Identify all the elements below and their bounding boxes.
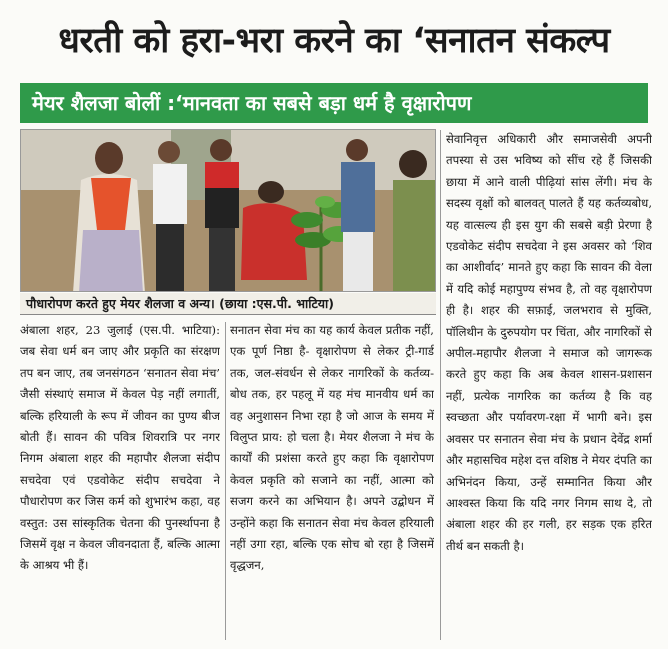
- article-column-3: सेवानिवृत्त अधिकारी और समाजसेवी अपनी तपस्या से उस भविष्य को सींच रहे हैं जिसकी छाया में आने वाली पीढ़ियां सांस लेंगी। मंच के सदस्य वृक्षों को बालवत् पालते हैं यह कर्तव्यबोध, यह वात्सल्य ही इस युग की सबसे बड़ी प्रेरणा है एडवोकेट संदीप सचदेवा ने इस अवसर को ‘शिव का आशीर्वाद’ मानते हुए कहा कि सावन की वेला में यदि कोई महापुण्य संभव है, तो वह वृक्षारोपण ही है। शहर की सफ़ाई, जलभराव से मुक्ति, पॉलिथीन के दुरुपयोग पर चिंता, और नागरिकों से अपील-महापौर शैलजा ने समाज को जागरूक करते हुए कहा कि अब केवल शासन-प्रशासन नहीं, प्रत्येक नागरिक का कर्तव्य है कि वह स्वच्छता और पर्यावरण-रक्षा में भागी बने। इस अवसर पर सनातन सेवा मंच के प्रधान देवेंद्र शर्मा और महासचिव महेश दत्त वशिष्ठ ने मेयर दंपति का अभिनंदन किया, उन्हें सम्मानित किया और आश्वस्त किया कि यदि नगर निगम साथ दे, तो अंबाला शहर की हर गली, हर सड़क एक हरित तीर्थ बन सकती है।: [446, 132, 652, 553]
- headline: धरती को हरा-भरा करने का ‘सनातन संकल्प: [58, 21, 610, 61]
- column-divider: [225, 322, 226, 640]
- photo-caption: पौधारोपण करते हुए मेयर शैलजा व अन्य। (छाया :एस.पी. भाटिया): [20, 293, 436, 315]
- plantation-photo-illustration: [21, 130, 436, 292]
- article-column-1: अंबाला शहर, 23 जुलाई (एस.पी. भाटिया): जब सेवा धर्म बन जाए और प्रकृति का संरक्षण तप बन जाए, तब जनसंगठन ‘सनातन सेवा मंच’ जैसी संस्थाएं समाज में केवल पेड़ नहीं लगातीं, बल्कि हरियाली के रूप में जीवन का पुण्य बीज बोती हैं। सावन की पवित्र शिवरात्रि पर नगर निगम अंबाला शहर की महापौर शैलजा संदीप सचदेवा एवं एडवोकेट संदीप सचदेवा ने पौधारोपण कर जिस कर्म को शुभारंभ कहा, वह वस्तुत: उस सांस्कृतिक चेतना की पुनर्स्थापना है जिसमें वृक्ष न केवल जीवनदाता हैं, बल्कि आत्मा के आश्रय भी हैं।: [20, 323, 220, 573]
- article-column-2: सनातन सेवा मंच का यह कार्य केवल प्रतीक नहीं, एक पूर्ण निष्ठा है- वृक्षारोपण से लेकर ट्री-गार्ड तक, जल-संवर्धन से लेकर नागरिकों के कर्तव्य-बोध तक, हर पहलू में यह मंच मानवीय धर्म का वह अनुशासन निभा रहा है जो आज के समय में विलुप्त प्राय: हो चला है। मेयर शैलजा ने मंच के कार्यों की प्रशंसा करते हुए कहा कि वृक्षारोपण केवल प्रकृति को सजाने का नहीं, आत्मा को सजग करने का अभियान है। अपने उद्बोधन में उन्होंने कहा कि सनातन सेवा मंच केवल हरियाली नहीं उगा रहा, बल्कि एक सोच बो रहा है जिसमें वृद्धजन,: [230, 323, 434, 573]
- plantation-photo: [20, 129, 436, 292]
- subheadline-band: मेयर शैलजा बोलीं :‘मानवता का सबसे बड़ा धर्म है वृक्षारोपण: [20, 83, 648, 123]
- column-divider: [440, 130, 441, 640]
